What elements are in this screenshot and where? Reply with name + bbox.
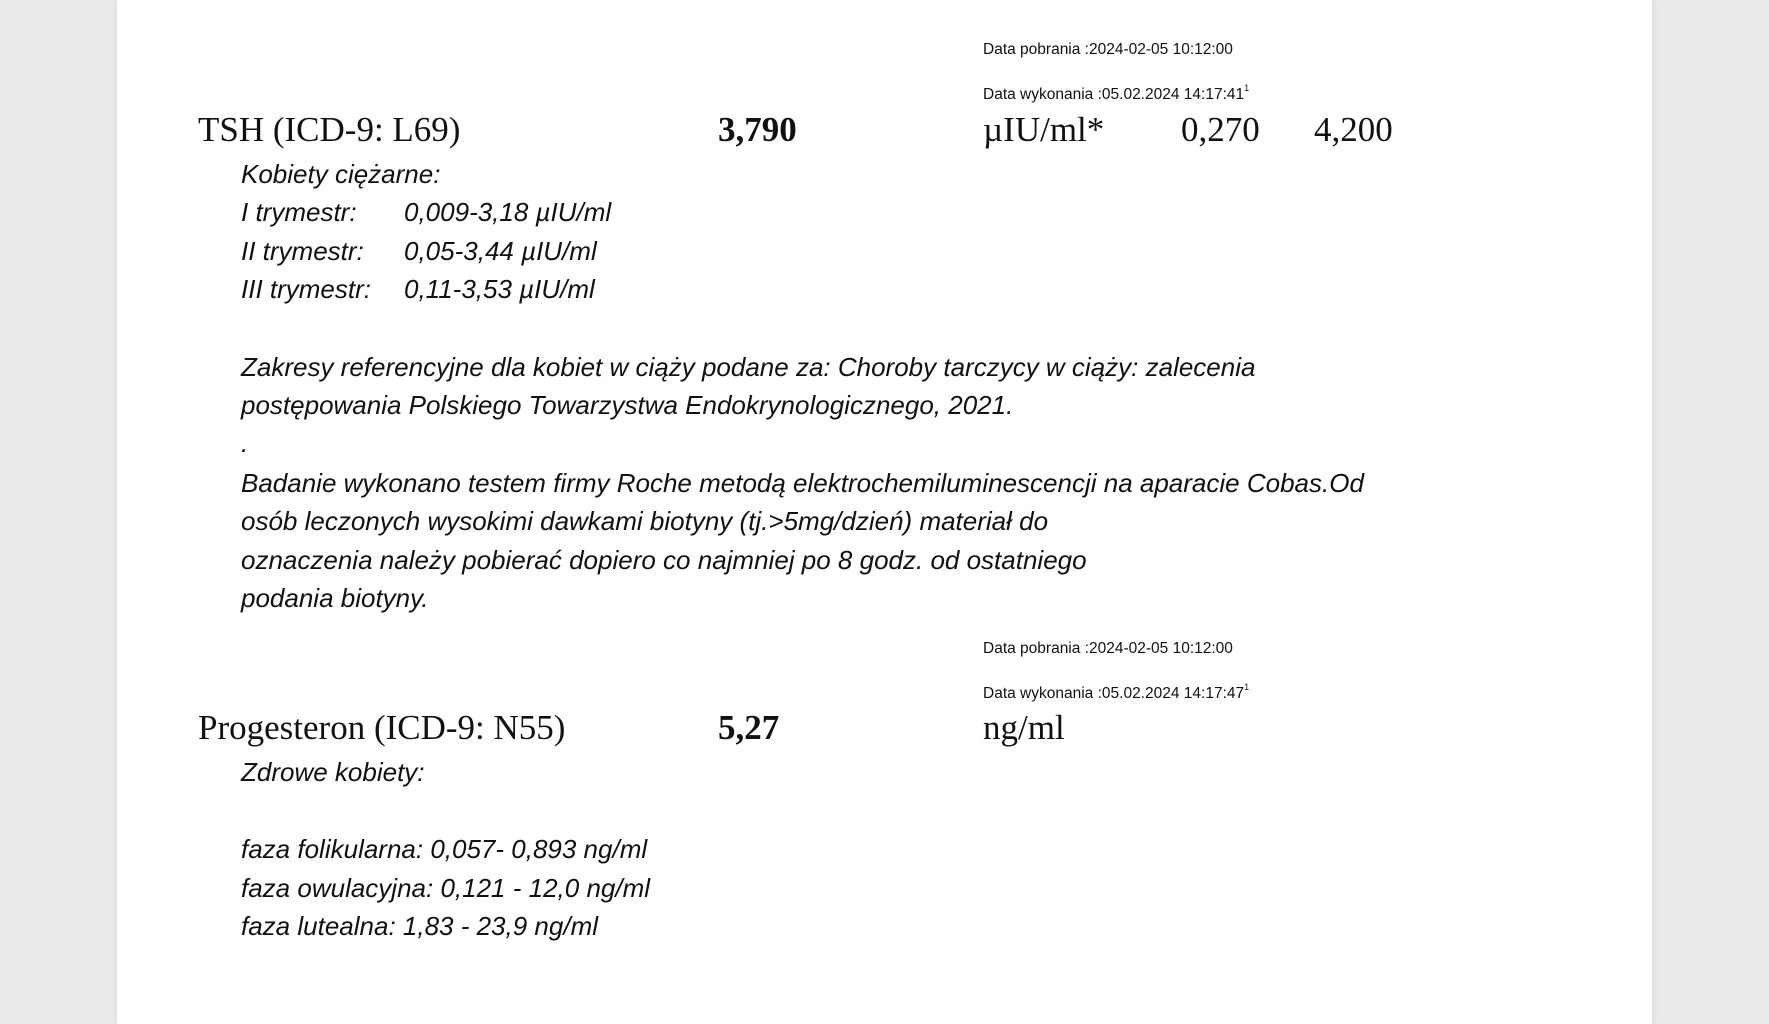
progesterone-collection-date: Data pobrania :2024-02-05 10:12:00 [983, 640, 1233, 657]
tsh-trimester-row [241, 274, 595, 305]
tsh-pregnant-heading: Kobiety ciężarne: [241, 159, 441, 189]
tsh-method-line: Badanie wykonano testem firmy Roche metodą elektrochemiluminescencji na aparacie Cobas.Od [241, 468, 1364, 498]
tsh-performed-date-text: Data wykonania :05.02.2024 14:17:41 [983, 86, 1245, 104]
tsh-reference-note-line: Zakresy referencyjne dla kobiet w ciąży podane za: Choroby tarczycy w ciąży: zalecenia [241, 352, 1256, 382]
tsh-trimester-label: III trymestr: [241, 274, 371, 304]
tsh-method-line: podania biotyny. [241, 583, 429, 613]
tsh-trimester-row [241, 197, 611, 228]
progesterone-phase-range: faza lutealna: 1,83 - 23,9 ng/ml [241, 911, 599, 941]
document-page [117, 0, 1652, 1024]
tsh-test-name: TSH (ICD-9: L69) [198, 110, 461, 149]
tsh-collection-date: Data pobrania :2024-02-05 10:12:00 [983, 41, 1233, 58]
tsh-trimester-range: 0,05-3,44 µIU/ml [404, 236, 597, 266]
progesterone-test-name: Progesteron (ICD-9: N55) [198, 708, 566, 747]
tsh-trimester-range: 0,009-3,18 µIU/ml [404, 197, 612, 227]
tsh-trimester-label: II trymestr: [241, 236, 364, 266]
progesterone-performed-date-text: Data wykonania :05.02.2024 14:17:47 [983, 685, 1245, 703]
progesterone-unit: ng/ml [983, 708, 1065, 747]
progesterone-result-value: 5,27 [718, 708, 780, 747]
tsh-trimester-label: I trymestr: [241, 197, 357, 227]
tsh-reference-note-line: postępowania Polskiego Towarzystwa Endokrynologicznego, 2021. [241, 390, 1014, 420]
tsh-performed-date [983, 85, 1249, 104]
progesterone-phase-range: faza folikularna: 0,057- 0,893 ng/ml [241, 834, 648, 864]
tsh-method-line: osób leczonych wysokimi dawkami biotyny (tj.>5mg/dzień) materiał do [241, 506, 1049, 536]
progesterone-healthy-heading: Zdrowe kobiety: [241, 757, 425, 787]
tsh-separator-dot: . [241, 428, 249, 458]
tsh-performed-footnote: 1 [1244, 83, 1250, 93]
tsh-result-value: 3,790 [718, 110, 797, 149]
tsh-ref-max: 4,200 [1314, 110, 1393, 149]
tsh-trimester-range: 0,11-3,53 µIU/ml [404, 274, 595, 304]
tsh-ref-min: 0,270 [1181, 110, 1260, 149]
tsh-trimester-row [241, 236, 597, 267]
tsh-unit: µIU/ml* [983, 110, 1105, 149]
progesterone-phase-range: faza owulacyjna: 0,121 - 12,0 ng/ml [241, 873, 651, 903]
tsh-method-line: oznaczenia należy pobierać dopiero co najmniej po 8 godz. od ostatniego [241, 545, 1087, 575]
progesterone-performed-footnote: 1 [1244, 682, 1250, 692]
progesterone-performed-date [983, 684, 1249, 703]
